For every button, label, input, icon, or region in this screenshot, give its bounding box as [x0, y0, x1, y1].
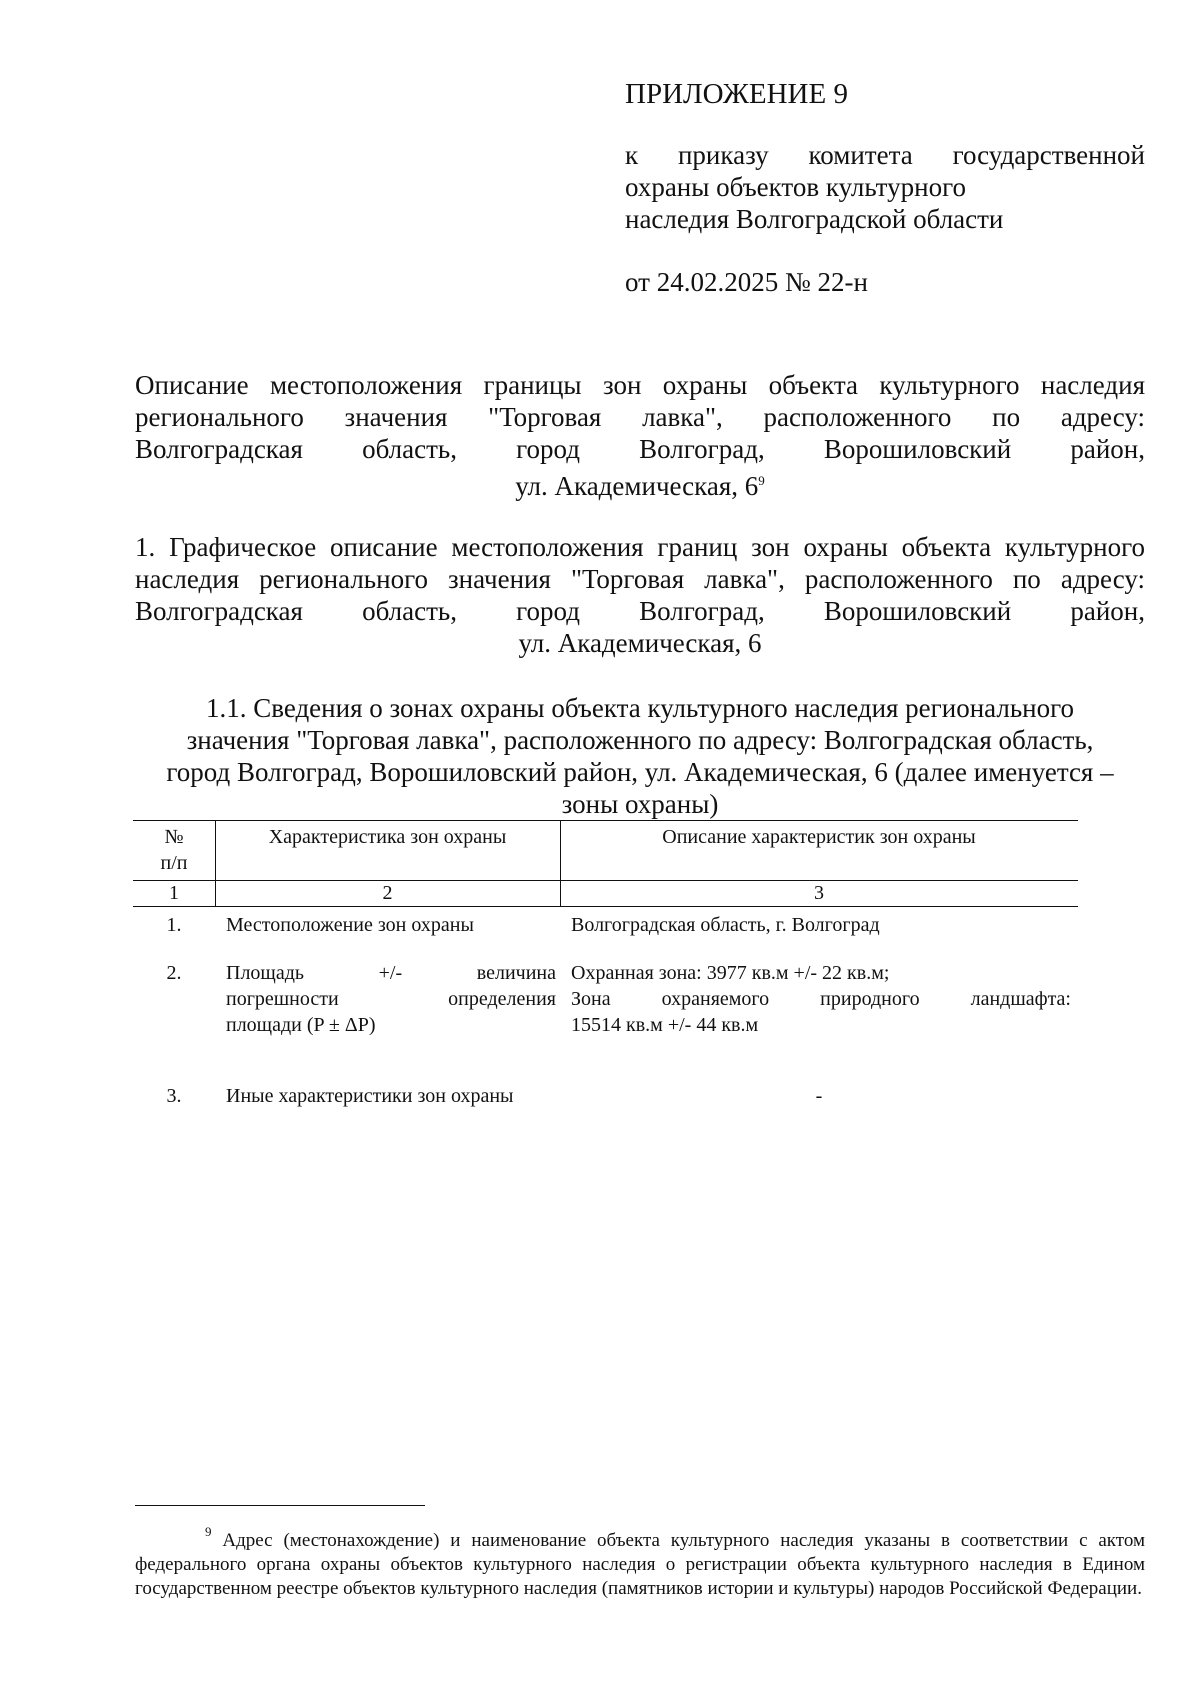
document-title-address: ул. Академическая, 6 — [515, 471, 759, 501]
document-title-line — [135, 465, 1145, 502]
document-title-line: регионального значения "Торговая лавка", расположенного по адресу: — [135, 402, 1145, 432]
subsection-line: значения "Торговая лавка", расположенного по адресу: Волгоградская область, — [186, 725, 1094, 755]
table-cell-description — [571, 960, 1071, 1038]
table-cell-characteristic — [226, 960, 556, 1038]
characteristic-line: площади (P ± ΔP) — [226, 1014, 376, 1036]
table-cell-description: - — [815, 1085, 823, 1107]
table-top-rule — [133, 820, 1078, 821]
table-column-numbers-rule — [133, 906, 1078, 907]
description-line: Охранная зона: 3977 кв.м +/- 22 кв.м; — [571, 962, 890, 984]
column-number-cell: 2 — [382, 882, 393, 904]
section-1-line: 1. Графическое описание местоположения границ зон охраны объекта культурного — [135, 532, 1145, 562]
subsection-line: город Волгоград, Ворошиловский район, ул. Академическая, 6 (далее именуется – — [166, 757, 1114, 787]
table-row-number: 3. — [166, 1085, 182, 1107]
appendix-title: ПРИЛОЖЕНИЕ 9 — [625, 78, 848, 110]
header-cell-description: Описание характеристик зон охраны — [662, 826, 976, 848]
footnote-reference[interactable]: 9 — [758, 473, 765, 488]
table-cell-description: Волгоградская область, г. Волгоград — [571, 914, 880, 936]
order-reference-line-1: к приказу комитета государственной — [625, 140, 1145, 170]
document-title — [135, 369, 1145, 502]
section-1-heading — [135, 531, 1145, 659]
document-title-line: Описание местоположения границы зон охраны объекта культурного наследия — [135, 370, 1145, 400]
section-1-line: ул. Академическая, 6 — [518, 628, 762, 658]
order-reference-line-3: наследия Волгоградской области — [625, 204, 1004, 234]
table-cell-characteristic: Иные характеристики зон охраны — [226, 1085, 514, 1107]
footnote-text: Адрес (местонахождение) и наименование объекта культурного наследия указаны в соответствии с актом федерального органа охраны объектов культурного наследия о регистрации объекта культурного наследия в Едином государственном реестре объектов культурного наследия (памятников истории и культуры) народов Российской Федерации. — [135, 1530, 1145, 1599]
table-row-number: 1. — [166, 914, 182, 936]
column-number-cell: 3 — [814, 882, 824, 904]
table-cell-characteristic: Местоположение зон охраны — [226, 914, 474, 936]
document-title-line: Волгоградская область, город Волгоград, Ворошиловский район, — [135, 434, 1145, 464]
section-1-line: наследия регионального значения "Торговая лавка", расположенного по адресу: — [135, 564, 1145, 594]
footnote-separator — [135, 1505, 425, 1506]
table-row-number: 2. — [166, 962, 182, 984]
description-line: 15514 кв.м +/- 44 кв.м — [571, 1014, 759, 1036]
characteristic-line: погрешности определения — [226, 988, 556, 1010]
order-reference-line-2: охраны объектов культурного — [625, 172, 966, 202]
header-number-line: п/п — [160, 852, 188, 874]
footnote-mark: 9 — [205, 1524, 212, 1539]
column-number-cell: 1 — [169, 882, 179, 904]
header-cell-characteristic: Характеристика зон охраны — [268, 826, 507, 848]
subsection-line: зоны охраны) — [561, 789, 719, 819]
footnote — [135, 1520, 1145, 1601]
header-number-line: № — [164, 826, 184, 848]
subsection-1-1-heading — [135, 692, 1145, 820]
header-cell-number — [133, 824, 215, 876]
characteristic-line: Площадь +/- величина — [226, 962, 556, 984]
subsection-line: 1.1. Сведения о зонах охраны объекта культурного наследия регионального — [205, 693, 1075, 723]
order-date: от 24.02.2025 № 22-н — [625, 267, 868, 297]
description-line: Зона охраняемого природного ландшафта: — [571, 988, 1071, 1010]
section-1-line: Волгоградская область, город Волгоград, Ворошиловский район, — [135, 596, 1145, 626]
